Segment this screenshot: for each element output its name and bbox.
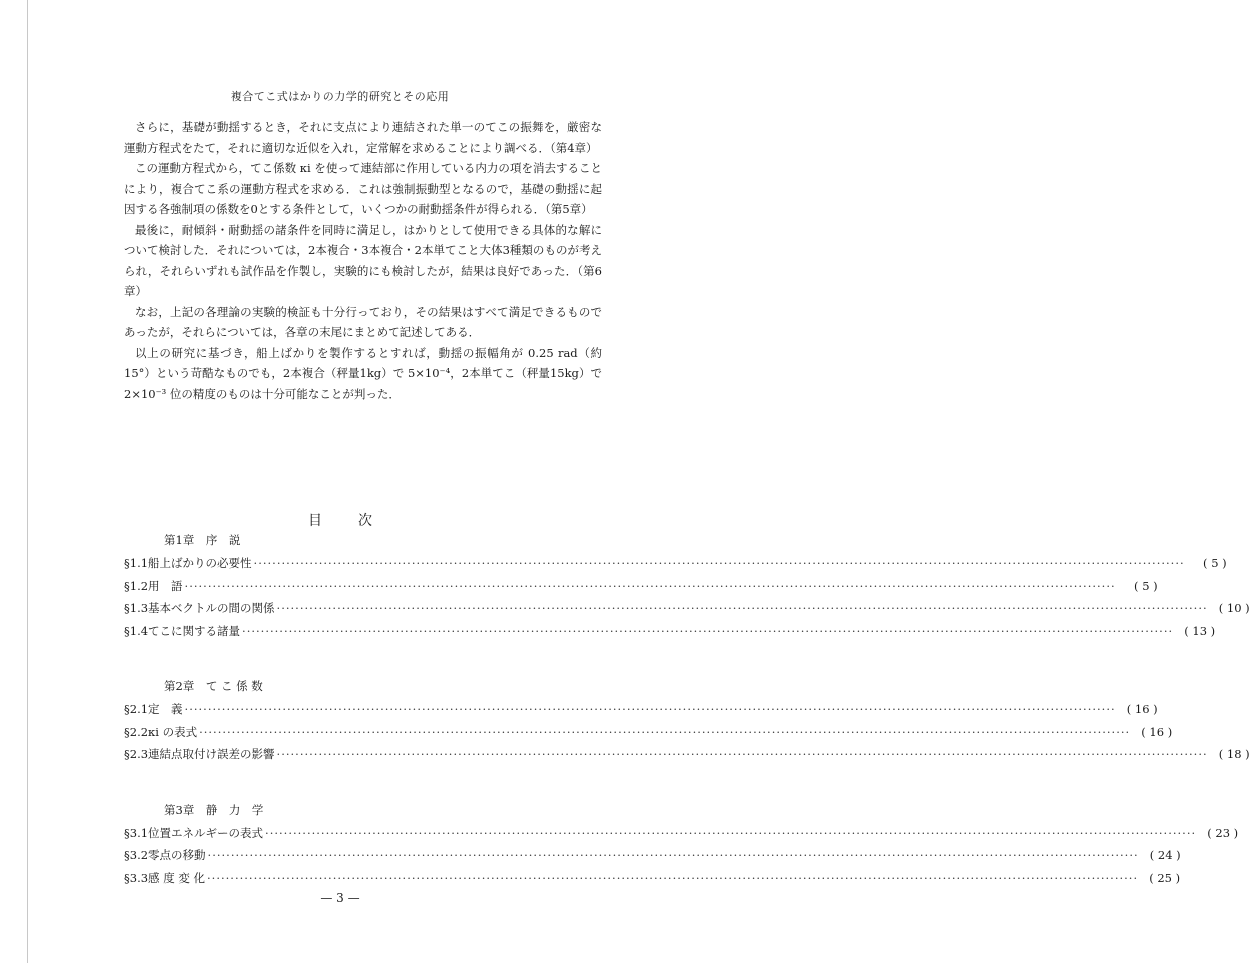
section-symbol: § [124,747,130,761]
section-title: κi の表式 [148,724,198,739]
toc-entry[interactable] [124,867,1181,890]
section-title: 船上ばかりの必要性 [148,556,252,570]
page-number: — 3 — [320,891,360,905]
paragraph: さらに，基礎が動揺するとき，それに支点により連結された単一のてこの振舞を，厳密な運動方程式をたて，それに適切な近似を入れ，定常解を求めることにより調べる．（第4章） [124,120,602,155]
toc-entry[interactable] [124,575,1158,598]
section-title: 用 語 [148,578,183,593]
page-ref: ( 16 ) [1126,702,1158,716]
table-of-contents [124,528,1250,921]
section-number: 1.1 [129,556,149,570]
section-number: 2.1 [129,702,149,716]
page-ref: ( 10 ) [1218,601,1250,615]
page-ref: ( 23 ) [1207,825,1239,840]
leader-dots: ········································································································································································································ [242,623,1174,638]
section-title: 基本ベクトルの間の関係 [148,601,275,615]
section-number: 1.3 [129,601,149,615]
running-header: 複合てこ式はかりの力学的研究とその応用 [230,90,450,103]
page-ref: ( 25 ) [1149,870,1181,885]
section-symbol: § [124,825,130,840]
page-ref: ( 5 ) [1134,578,1158,593]
leader-dots: ········································································································································································································ [276,601,1208,615]
section-title: 感 度 変 化 [148,870,206,885]
section-title: てこに関する諸量 [148,623,241,638]
page-ref: ( 24 ) [1149,848,1181,862]
section-symbol: § [124,848,130,862]
section-number: 3.3 [129,870,149,885]
section-number: 1.4 [129,623,149,638]
paragraph: 以上の研究に基づき，船上ばかりを製作するとすれば，動揺の振幅角が 0.25 rad（約15°）という苛酷なものでも，2本複合（秤量1kg）で 5×10⁻⁴，2本単てこ（秤量15kg）で 2×10⁻³ 位の精度のものは十分可能なことが判った． [124,345,602,401]
toc-entry[interactable] [124,743,1250,766]
leader-dots: ········································································································································································································ [184,702,1116,716]
toc-entry[interactable] [124,822,1239,845]
section-symbol: § [124,601,130,615]
section-symbol: § [124,702,130,716]
toc-entry[interactable] [124,721,1173,744]
section-number: 2.2 [129,724,149,739]
toc-chapter-3 [124,798,1239,890]
section-symbol: § [124,578,130,593]
section-symbol: § [124,623,130,638]
chapter-heading: 第1章 序 説 [164,533,241,547]
toc-entry[interactable] [124,698,1158,721]
toc-entry[interactable] [124,552,1227,575]
paragraph: 最後に，耐傾斜・耐動揺の諸条件を同時に満足し，はかりとして使用できる具体的な解について検討した．それについては，2本複合・3本複合・2本単てこと大体3種類のものが考えられ，それらいずれも試作品を作製し，実験的にも検討したが，結果は良好であった．（第6章） [124,222,602,298]
page-ref: ( 18 ) [1218,747,1250,761]
section-title: 零点の移動 [148,848,206,862]
toc-title: 目次 [308,513,408,529]
toc-chapter-1 [124,528,1250,642]
leader-dots: ········································································································································································································ [276,747,1208,761]
binding-margin-line [27,0,28,963]
section-title: 連結点取付け誤差の影響 [148,747,275,761]
section-symbol: § [124,724,130,739]
page-ref: ( 13 ) [1184,623,1216,638]
toc-entry[interactable] [124,620,1216,643]
page-ref: ( 5 ) [1203,556,1227,570]
leader-dots: ········································································································································································································ [207,870,1139,885]
toc-entry[interactable] [124,597,1250,620]
section-title: 位置エネルギーの表式 [148,825,264,840]
section-number: 3.1 [129,825,149,840]
leader-dots: ········································································································································································································ [184,578,1116,593]
paragraph: なお，上記の各理論の実験的検証も十分行っており，その結果はすべて満足できるものであったが，それらについては，各章の末尾にまとめて記述してある． [124,304,602,339]
body-text [124,117,602,404]
leader-dots: ········································································································································································································ [253,556,1185,570]
toc-chapter-2 [124,674,1250,766]
leader-dots: ········································································································································································································ [199,724,1131,739]
leader-dots: ········································································································································································································ [265,825,1197,840]
paragraph: この運動方程式から，てこ係数 κi を使って連結部に作用している内力の項を消去することにより，複合てこ系の運動方程式を求める．これは強制振動型となるので，基礎の動揺に起因する各強制項の係数を0とする条件として，いくつかの耐動揺条件が得られる．（第5章） [124,161,602,216]
chapter-heading: 第3章 静 力 学 [164,802,264,817]
section-symbol: § [124,556,130,570]
section-number: 3.2 [129,848,149,862]
page-ref: ( 16 ) [1141,724,1173,739]
chapter-heading: 第2章 て こ 係 数 [164,679,263,693]
section-symbol: § [124,870,130,885]
leader-dots: ········································································································································································································ [207,848,1139,862]
section-title: 定 義 [148,702,183,716]
section-number: 1.2 [129,578,149,593]
toc-entry[interactable] [124,844,1181,867]
section-number: 2.3 [129,747,149,761]
